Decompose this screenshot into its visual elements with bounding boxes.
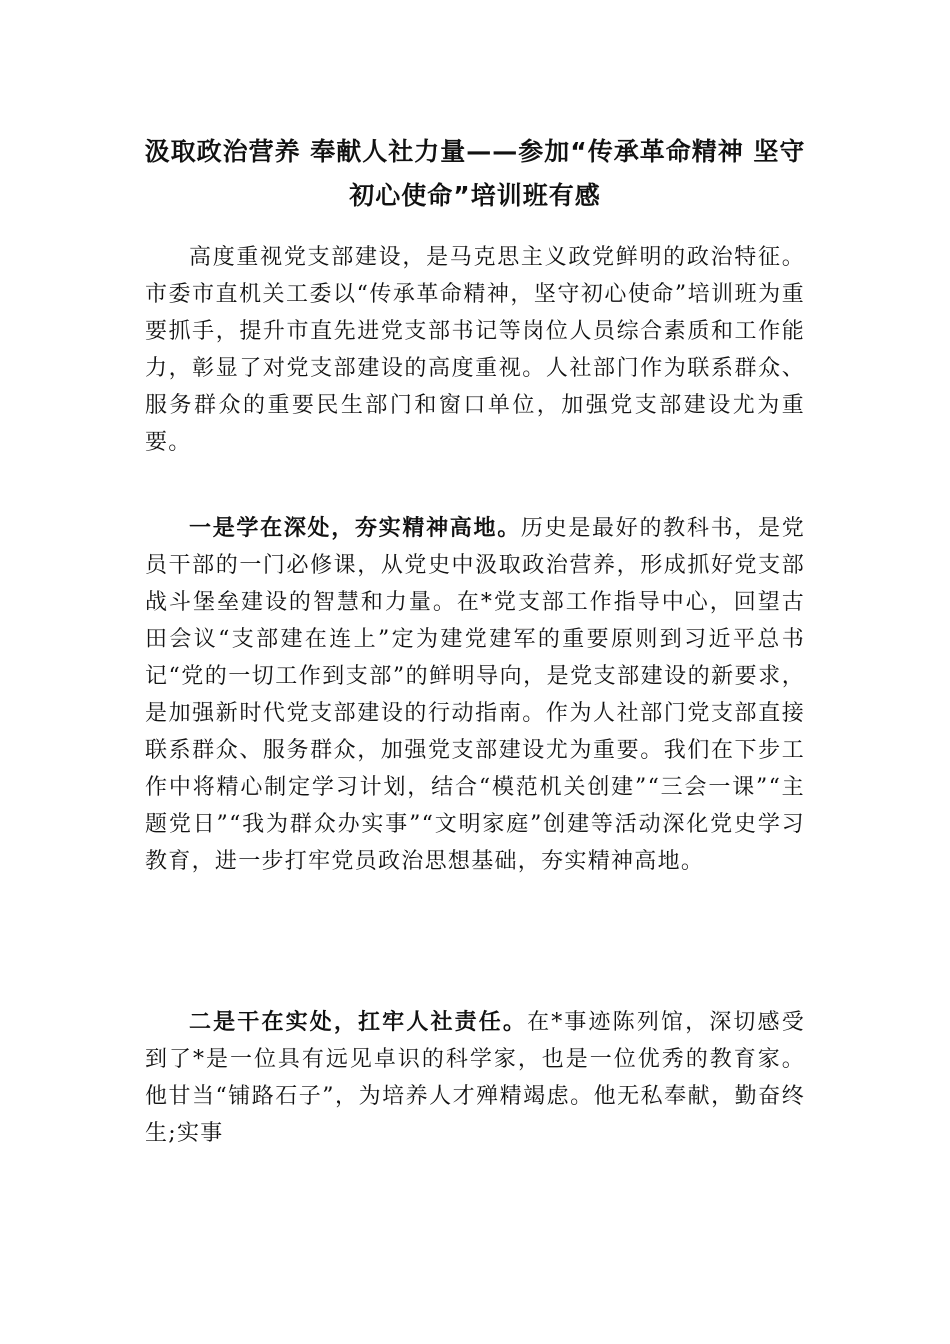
paragraph-lead: 一是学在深处，夯实精神高地。: [189, 516, 521, 541]
paragraph-body: 历史是最好的教科书，是党员干部的一门必修课，从党史中汲取政治营养，形成抓好党支部战斗堡垒建设的智慧和力量。在*党支部工作指导中心，回望古田会议“支部建在连上”定为建党建军的重要原则到习近平总书记“党的一切工作到支部”的鲜明导向，是党支部建设的新要求，是加强新时代党支部建设的行动指南。作为人社部门党支部直接联系群众、服务群众，加强党支部建设尤为重要。我们在下步工作中将精心制定学习计划，结合“模范机关创建”“三会一课”“主题党日”“我为群众办实事”“文明家庭”创建等活动深化党史学习教育，进一步打牢党员政治思想基础，夯实精神高地。: [145, 516, 805, 874]
paragraph-point-one: [145, 510, 805, 880]
document-title: 汲取政治营养 奉献人社力量——参加“传承革命精神 坚守初心使命”培训班有感: [144, 137, 806, 210]
paragraph-intro: [145, 239, 805, 461]
paragraph-body: 在*事迹陈列馆，深切感受到了*是一位具有远见卓识的科学家，也是一位优秀的教育家。他甘当“铺路石子”，为培养人才殚精竭虑。他无私奉献，勤奋终生;实事: [145, 1010, 806, 1146]
paragraph-point-two: [145, 1004, 805, 1152]
paragraph-lead: 二是干在实处，扛牢人社责任。: [189, 1010, 528, 1035]
paragraph-body: 高度重视党支部建设，是马克思主义政党鲜明的政治特征。市委市直机关工委以“传承革命精神，坚守初心使命”培训班为重要抓手，提升市直先进党支部书记等岗位人员综合素质和工作能力，彰显了对党支部建设的高度重视。人社部门作为联系群众、服务群众的重要民生部门和窗口单位，加强党支部建设尤为重要。: [145, 245, 805, 455]
